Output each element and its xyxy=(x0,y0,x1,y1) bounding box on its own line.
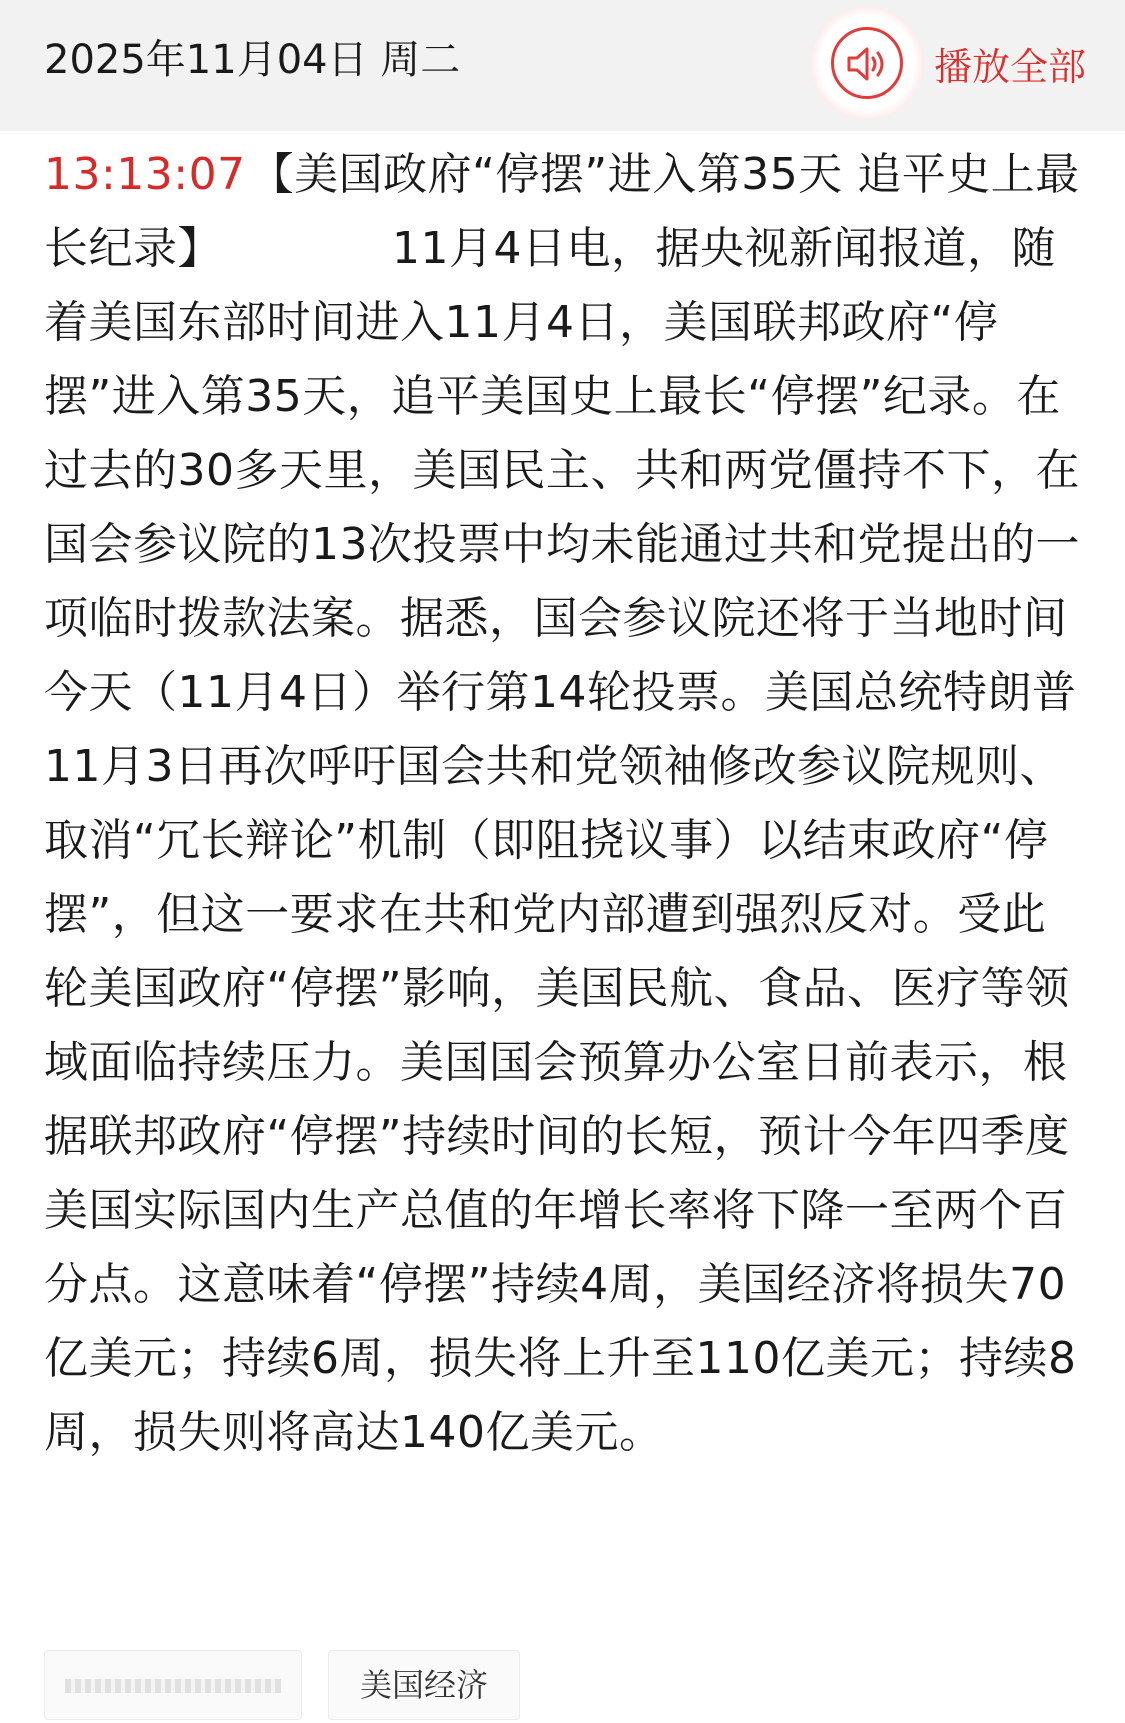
news-body: 11月4日电，据央视新闻报道，随着美国东部时间进入11月4日，美国联邦政府“停摆”进入第35天，追平美国史上最长“停摆”纪录。在过去的30多天里，美国民主、共和两党僵持不下，在国会参议院的13次投票中均未能通过共和党提出的一项临时拨款法案。据悉，国会参议院还将于当地时间今天（11月4日）举行第14轮投票。美国总统特朗普11月3日再次呼吁国会共和党领袖修改参议院规则、取消“冗长辩论”机制（即阻挠议事）以结束政府“停摆”，但这一要求在共和党内部遭到强烈反对。受此轮美国政府“停摆”影响，美国民航、食品、医疗等领域面临持续压力。美国国会预算办公室日前表示，根据联邦政府“停摆”持续时间的长短，预计今年四季度美国实际国内生产总值的年增长率将下降一至两个百分点。这意味着“停摆”持续4周，美国经济将损失70亿美元；持续6周，损失将上升至110亿美元；持续8周，损失则将高达140亿美元。 xyxy=(44,223,1080,1458)
top-bar xyxy=(0,0,1125,131)
tag-item-economy[interactable]: 美国经济 xyxy=(328,1650,520,1720)
news-headline: 【美国政府“停摆”进入第35天 追平史上最长纪录】 xyxy=(44,149,1080,274)
play-all-label[interactable]: 播放全部 xyxy=(934,45,1087,89)
speaker-icon xyxy=(846,45,890,83)
tag-item-blurred[interactable] xyxy=(44,1650,302,1720)
news-article xyxy=(44,138,1084,1470)
blurred-tag-text xyxy=(65,1679,281,1693)
date-label: 2025年11月04日 周二 xyxy=(44,37,461,83)
news-time: 13:13:07 xyxy=(44,149,246,200)
play-all-button[interactable] xyxy=(810,6,1110,126)
speaker-button-ring[interactable] xyxy=(810,6,924,120)
speaker-button[interactable] xyxy=(831,27,903,99)
